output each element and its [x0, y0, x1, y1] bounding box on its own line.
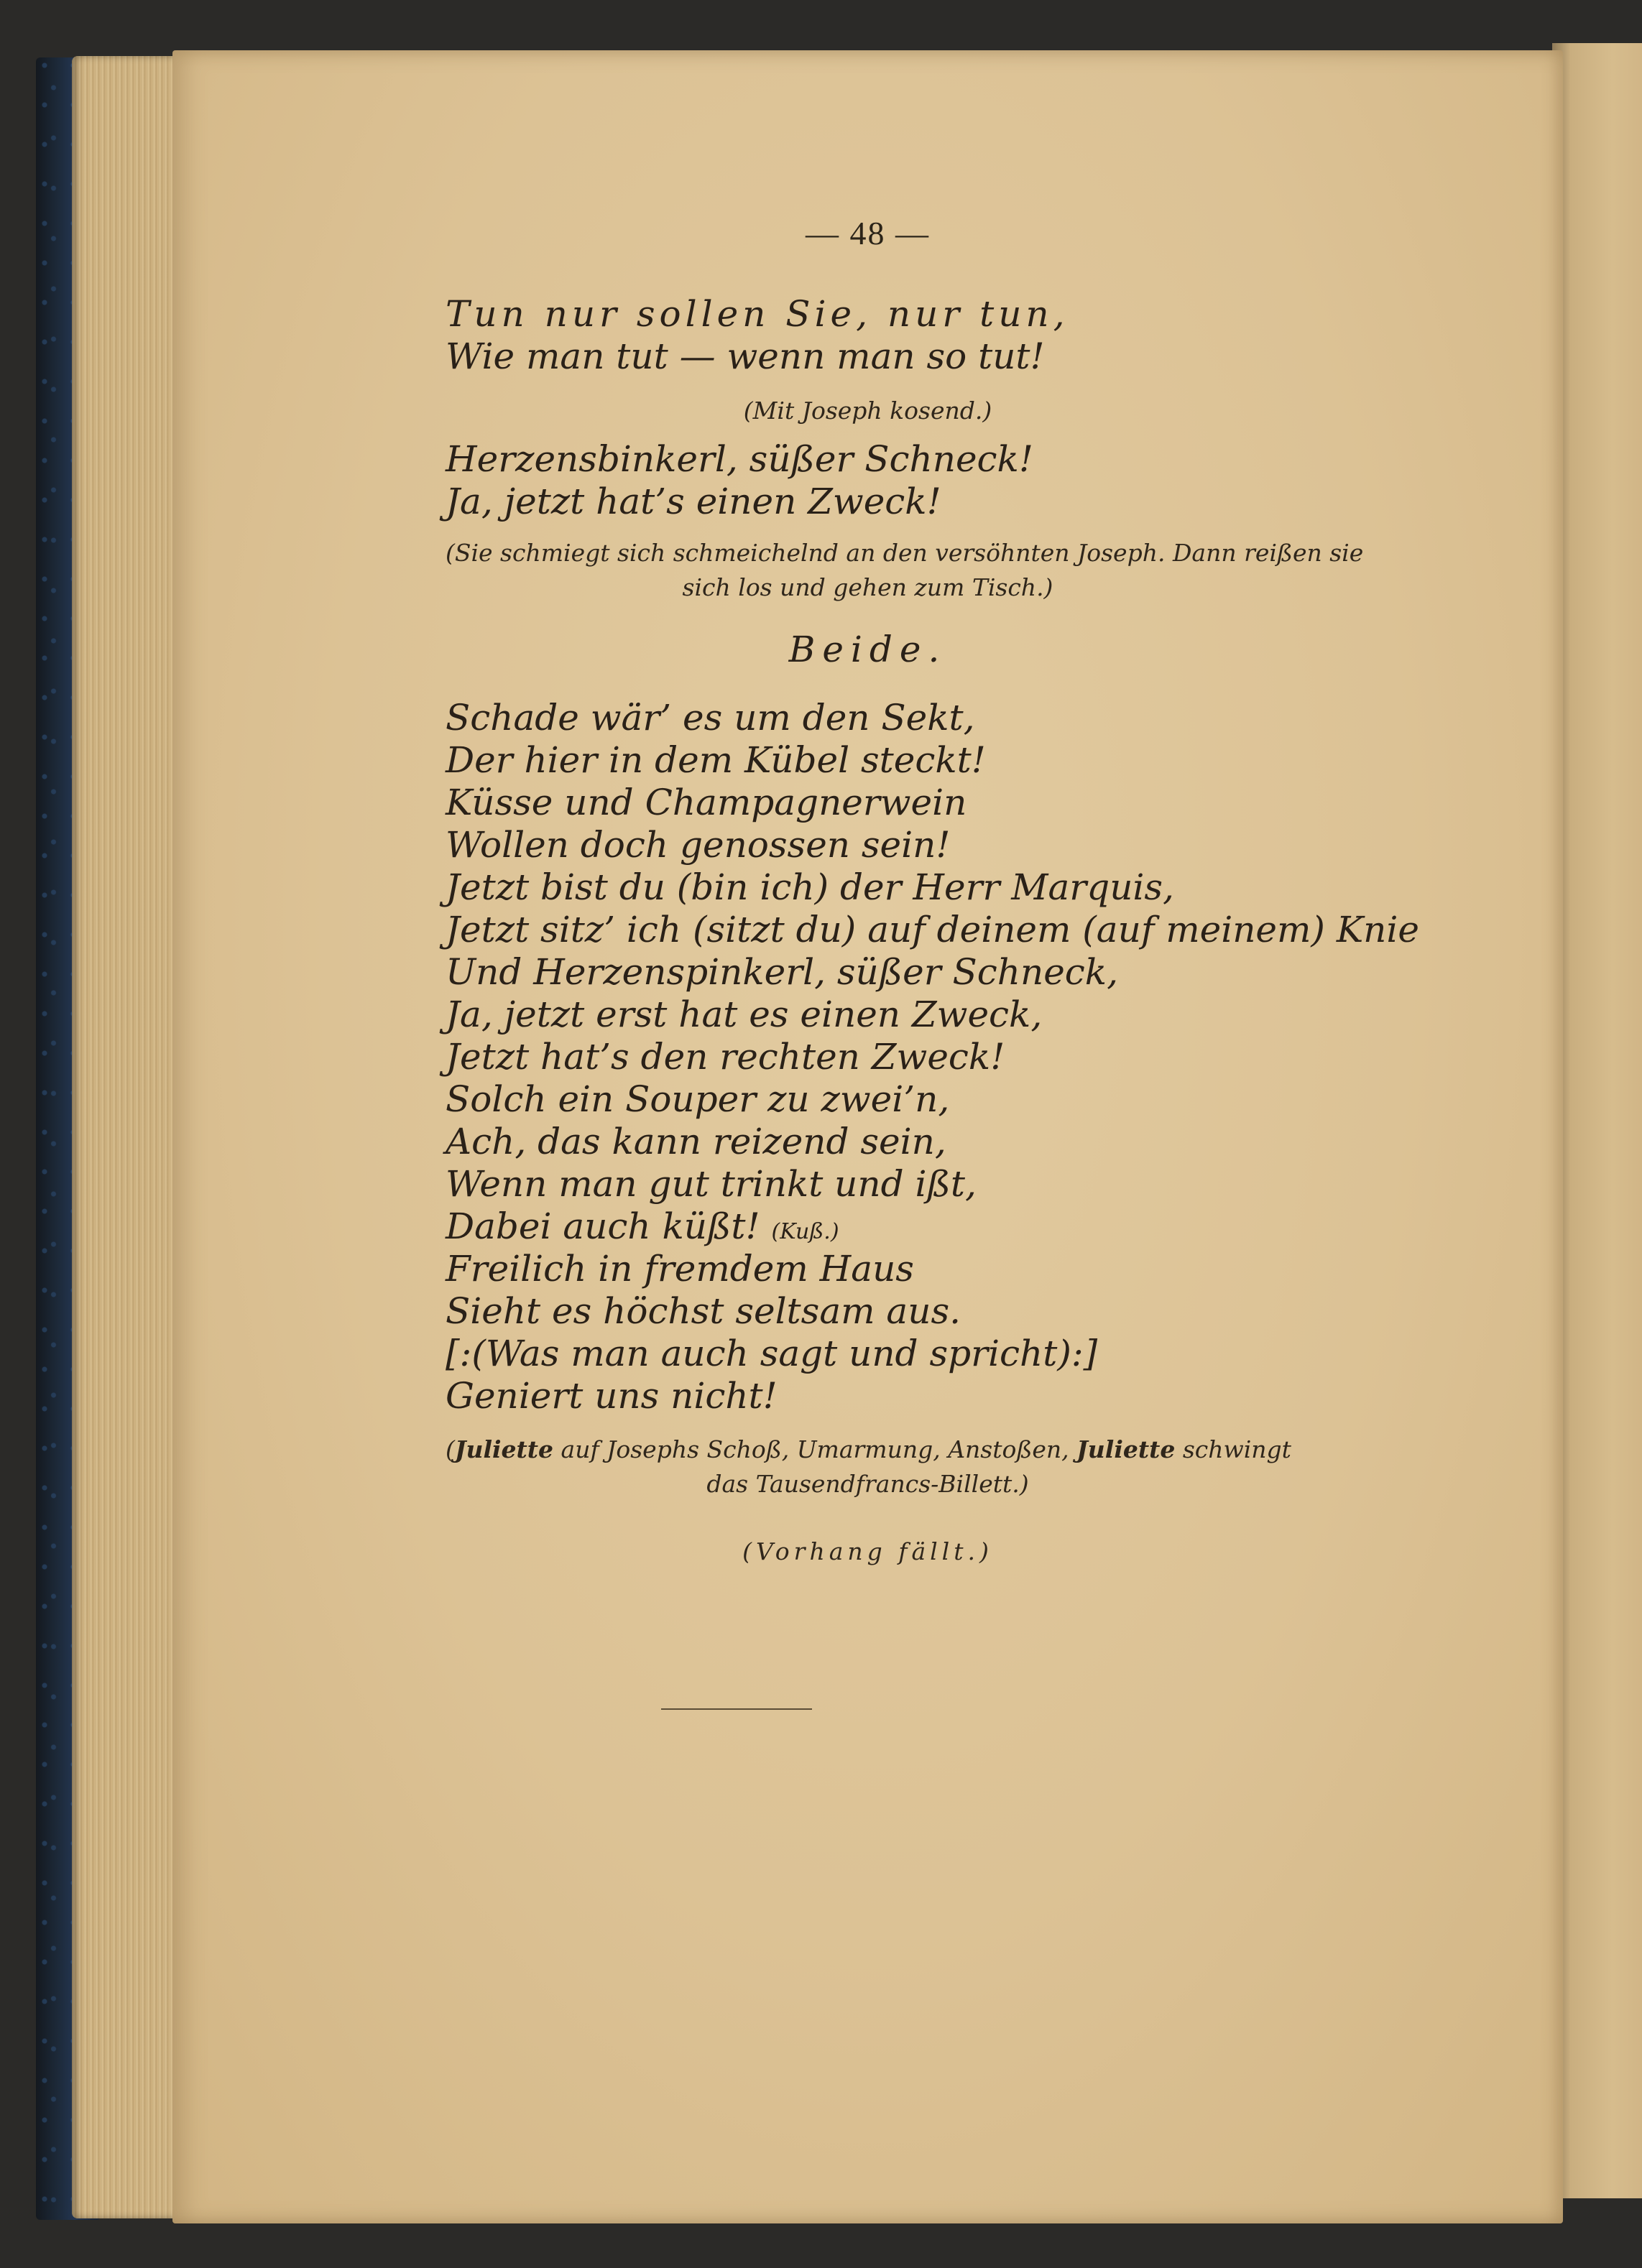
verse-block-2 [446, 438, 1595, 523]
curtain-direction: (Vorhang fällt.) [742, 1537, 993, 1565]
book-page [172, 50, 1563, 2223]
verse-line: Schade wär’ es um den Sekt, [446, 697, 975, 739]
verse-line: Und Herzenspinkerl, süßer Schneck, [446, 951, 1118, 993]
verse-line: Tun nur sollen Sie, nur tun, [446, 293, 1069, 335]
verse-line: Solch ein Souper zu zwei’n, [446, 1078, 950, 1120]
verse-line: Freilich in fremdem Haus [446, 1248, 914, 1290]
page-number: — 48 — [806, 215, 930, 251]
stage-direction [446, 1435, 1291, 1463]
stage-direction-inline: (Kuß.) [771, 1219, 839, 1244]
speaker-name: Beide. [788, 629, 947, 670]
paren-open: ( [446, 1435, 455, 1463]
verse-line: Wollen doch genossen sein! [446, 824, 951, 866]
verse-line: Jetzt bist du (bin ich) der Herr Marquis, [446, 866, 1174, 908]
stage-direction: (Sie schmiegt sich schmeichelnd an den versöhnten Joseph. Dann reißen sie [446, 539, 1364, 567]
stage-text: auf Josephs Schoß, Umarmung, Anstoßen, [553, 1435, 1077, 1463]
end-rule [661, 1708, 812, 1710]
verse-line: Küsse und Champagnerwein [446, 782, 967, 823]
verse-line: Jetzt hat’s den rechten Zweck! [446, 1036, 1005, 1078]
verse-line-with-direction [446, 1205, 1595, 1248]
verse-line: Ja, jetzt erst hat es einen Zweck, [446, 994, 1043, 1035]
verse-line: Jetzt sitz’ ich (sitzt du) auf deinem (auf meinem) Knie [446, 909, 1419, 950]
stage-text: schwingt [1175, 1435, 1291, 1463]
verse-line: [:(Was man auch sagt und spricht):] [446, 1333, 1098, 1374]
verse-line: Sieht es höchst seltsam aus. [446, 1290, 961, 1332]
verse-line: Ach, das kann reizend sein, [446, 1121, 946, 1162]
character-name: Juliette [454, 1435, 554, 1463]
verse-line: Ja, jetzt hat’s einen Zweck! [446, 481, 941, 522]
verse-text: Dabei auch küßt! [446, 1205, 760, 1247]
verse-block-1 [446, 293, 1595, 378]
verse-line: Geniert uns nicht! [446, 1375, 778, 1417]
verse-line: Herzensbinkerl, süßer Schneck! [446, 438, 1033, 480]
verse-line: Der hier in dem Kübel steckt! [446, 739, 986, 781]
stage-direction: das Tausendfrancs-Billett.) [706, 1470, 1029, 1498]
stage-direction: sich los und gehen zum Tisch.) [682, 573, 1053, 601]
verse-line: Wenn man gut trinkt und ißt, [446, 1163, 977, 1205]
stage-direction: (Mit Joseph kosend.) [743, 397, 992, 425]
verse-line: Wie man tut — wenn man so tut! [446, 335, 1045, 377]
character-name: Juliette [1076, 1435, 1176, 1463]
verse-block-3 [446, 697, 1595, 1417]
